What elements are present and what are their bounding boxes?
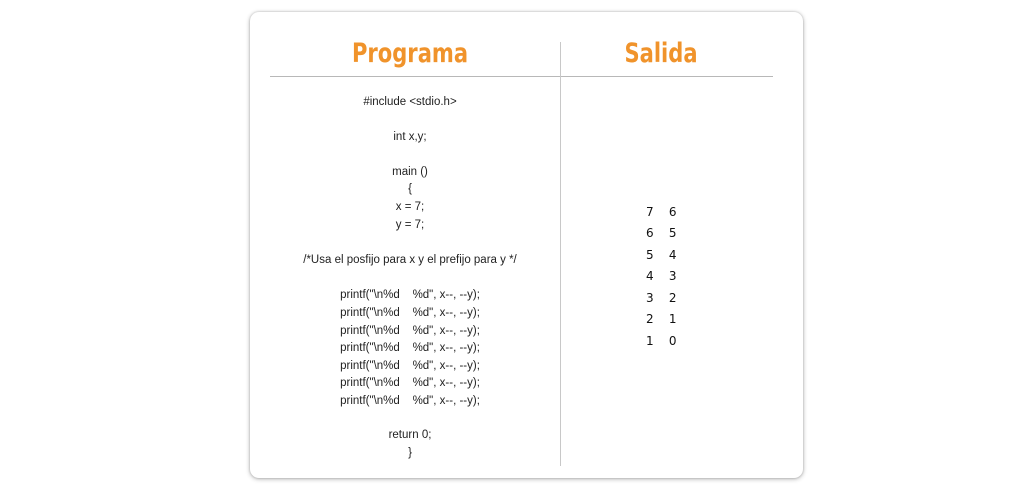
code-line-assign-y: y = 7;: [395, 219, 425, 231]
code-line-assign-x: x = 7;: [395, 201, 425, 213]
code-line-printf: printf("\n%d %d", x--, --y);: [340, 395, 480, 407]
output-line: 7 6: [646, 205, 677, 219]
code-line-return: return 0;: [388, 429, 432, 441]
program-output-card: [250, 12, 803, 478]
column-divider: [560, 42, 561, 466]
code-line-include: #include <stdio.h>: [363, 96, 457, 108]
program-column-title: Programa: [351, 38, 469, 69]
code-line-printf: printf("\n%d %d", x--, --y);: [340, 289, 480, 301]
output-line: 4 3: [646, 269, 677, 283]
output-line: 5 4: [646, 248, 677, 262]
code-line-open-brace: {: [408, 183, 412, 195]
output-line: 3 2: [646, 291, 677, 305]
code-line-main: main (): [392, 166, 428, 178]
code-line-printf: printf("\n%d %d", x--, --y);: [340, 307, 480, 319]
code-line-declaration: int x,y;: [393, 131, 427, 143]
code-line-comment: /*Usa el posfijo para x y el prefijo para y */: [303, 254, 517, 266]
code-line-close-brace: }: [408, 447, 412, 459]
output-line: 1 0: [646, 334, 677, 348]
output-line: 6 5: [646, 226, 677, 240]
output-column-title: Salida: [624, 38, 698, 69]
output-line: 2 1: [646, 312, 677, 326]
code-line-printf: printf("\n%d %d", x--, --y);: [340, 342, 480, 354]
code-line-printf: printf("\n%d %d", x--, --y);: [340, 360, 480, 372]
code-line-printf: printf("\n%d %d", x--, --y);: [340, 377, 480, 389]
code-line-printf: printf("\n%d %d", x--, --y);: [340, 325, 480, 337]
header-divider: [270, 76, 773, 77]
